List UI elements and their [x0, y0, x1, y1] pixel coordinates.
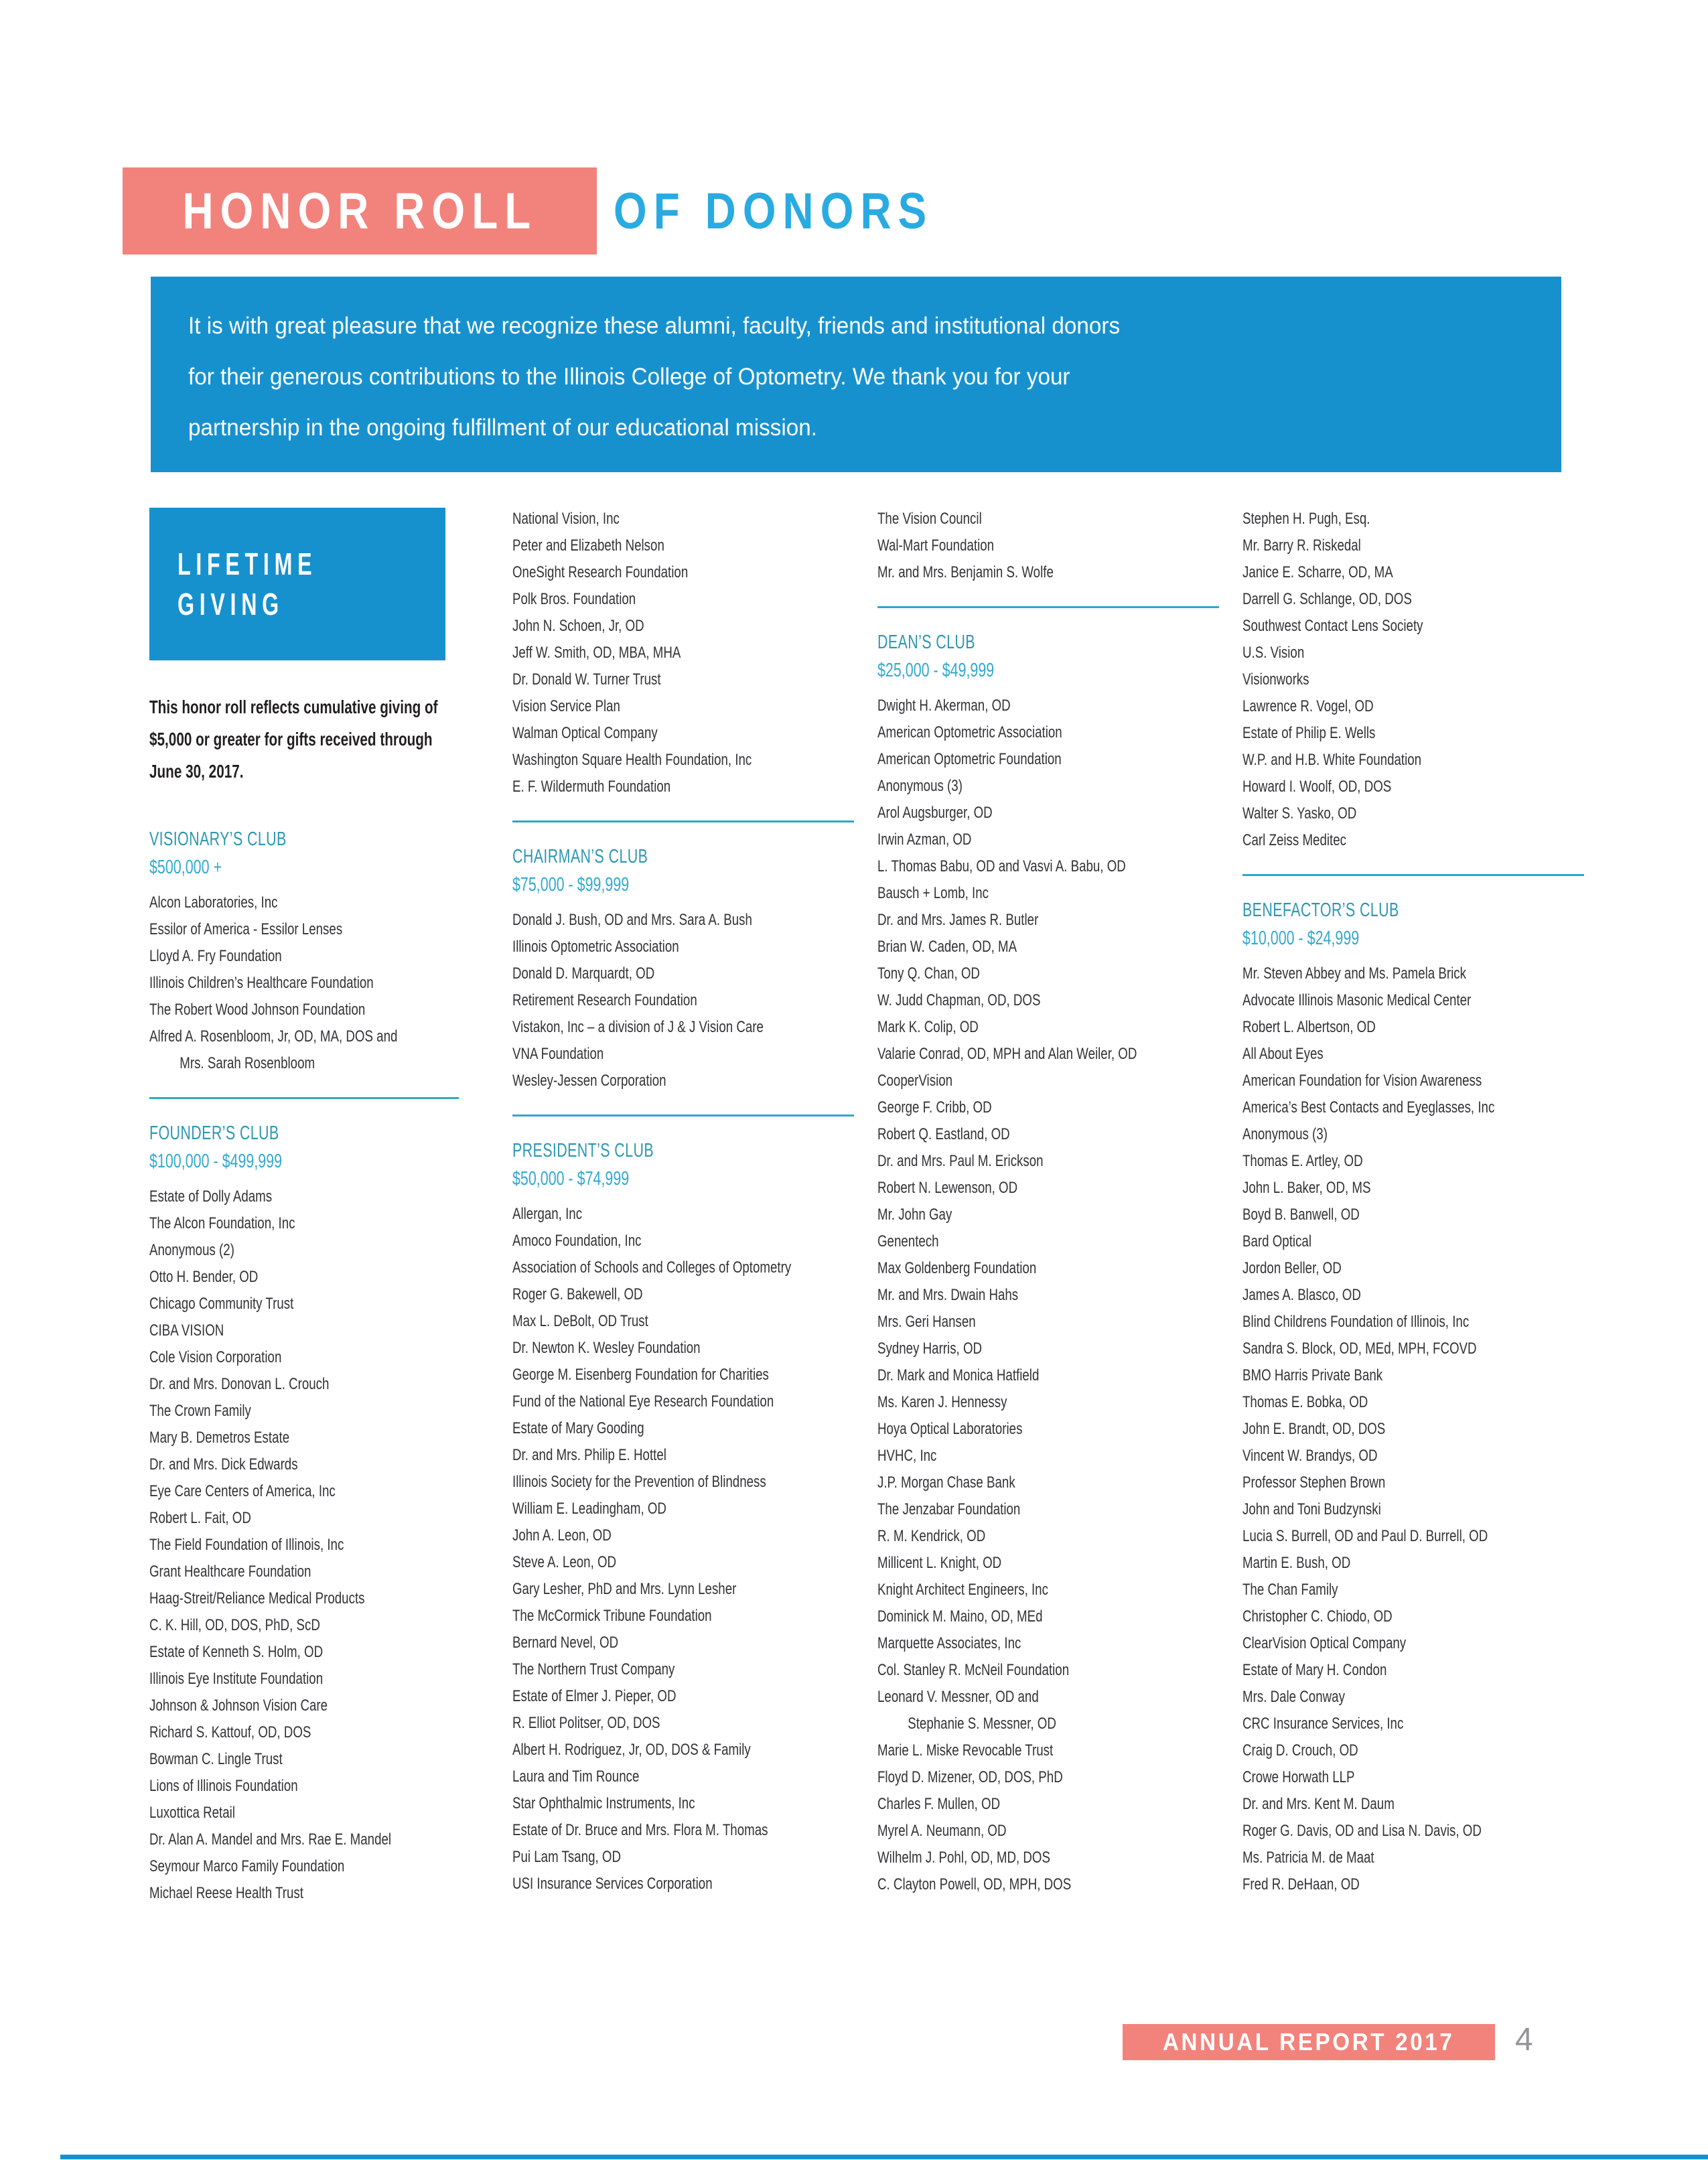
note-line: This honor roll reflects cumulative giving of: [149, 697, 438, 717]
donor-name: George F. Cribb, OD: [877, 1098, 992, 1117]
donor-name: American Optometric Association: [877, 723, 1062, 741]
club-header: [512, 843, 877, 899]
donor-list: [877, 693, 1242, 1898]
donor-name: Arol Augsburger, OD: [877, 804, 993, 822]
donor-list: [149, 889, 514, 1077]
donor-name: BMO Harris Private Bank: [1242, 1366, 1383, 1384]
club-giving-range: $10,000 - $24,999: [1242, 928, 1360, 949]
donor-name: Advocate Illinois Masonic Medical Center: [1242, 991, 1472, 1009]
donor-name: Leonard V. Messner, OD and: [877, 1688, 1039, 1706]
donor-name: Bernard Nevel, OD: [512, 1634, 619, 1652]
donor-name: Jordon Beller, OD: [1242, 1259, 1342, 1277]
club-name: VISIONARY’S CLUB: [149, 829, 287, 850]
donor-name: Sandra S. Block, OD, MEd, MPH, FCOVD: [1242, 1340, 1477, 1358]
donor-name: CIBA VISION: [149, 1321, 224, 1340]
donor-name: Howard I. Woolf, OD, DOS: [1242, 778, 1392, 796]
donor-name: National Vision, Inc: [512, 510, 620, 528]
donor-name: Walman Optical Company: [512, 724, 658, 742]
donor-name: Estate of Dr. Bruce and Mrs. Flora M. Thomas: [512, 1821, 768, 1839]
donor-name: Seymour Marco Family Foundation: [149, 1857, 345, 1875]
donor-name: Col. Stanley R. McNeil Foundation: [877, 1661, 1070, 1679]
donor-name: Walter S. Yasko, OD: [1242, 804, 1357, 822]
donor-name: The Jenzabar Foundation: [877, 1500, 1021, 1518]
lifetime-giving-title-line1: LIFETIME: [177, 547, 317, 581]
donor-name: Illinois Society for the Prevention of Blindness: [512, 1473, 766, 1491]
donor-name: Wal-Mart Foundation: [877, 536, 995, 555]
donor-name: Donald D. Marquardt, OD: [512, 964, 655, 983]
donor-name: USI Insurance Services Corporation: [512, 1875, 713, 1893]
donor-name: Dr. and Mrs. Donovan L. Crouch: [149, 1375, 330, 1393]
donor-name: Illinois Children’s Healthcare Foundation: [149, 974, 374, 992]
donor-name: Max L. DeBolt, OD Trust: [512, 1312, 648, 1330]
club-name: BENEFACTOR’S CLUB: [1242, 899, 1399, 921]
donor-name: Mr. Barry R. Riskedal: [1242, 536, 1361, 555]
donor-name: Janice E. Scharre, OD, MA: [1242, 563, 1393, 581]
donor-name: CRC Insurance Services, Inc: [1242, 1715, 1404, 1733]
donor-name: Retirement Research Foundation: [512, 991, 697, 1009]
page-title-highlight: HONOR ROLL: [182, 182, 537, 240]
donor-name: HVHC, Inc: [877, 1447, 937, 1465]
donor-name: Mrs. Sarah Rosenbloom: [180, 1054, 315, 1072]
club-giving-range: $500,000 +: [149, 857, 222, 878]
donor-name: Robert L. Fait, OD: [149, 1509, 251, 1527]
donor-name: Vision Service Plan: [512, 697, 620, 715]
donor-name: Luxottica Retail: [149, 1804, 235, 1822]
intro-line: It is with great pleasure that we recognize these alumni, faculty, friends and institutional donors: [188, 313, 1121, 339]
donor-name: Millicent L. Knight, OD: [877, 1554, 1002, 1572]
donor-name: Craig D. Crouch, OD: [1242, 1741, 1358, 1759]
donor-name: Pui Lam Tsang, OD: [512, 1848, 621, 1866]
donor-name: Roger G. Davis, OD and Lisa N. Davis, OD: [1242, 1822, 1482, 1840]
donor-name: Lawrence R. Vogel, OD: [1242, 697, 1374, 715]
donor-name: Knight Architect Engineers, Inc: [877, 1581, 1048, 1599]
donor-name: The Northern Trust Company: [512, 1660, 675, 1678]
donor-name: U.S. Vision: [1242, 644, 1305, 662]
donor-name: The Chan Family: [1242, 1581, 1338, 1599]
donor-column-3: [877, 506, 1242, 1898]
donor-name: Dr. and Mrs. Paul M. Erickson: [877, 1152, 1044, 1170]
donor-name: James A. Blasco, OD: [1242, 1286, 1361, 1304]
donor-name: Irwin Azman, OD: [877, 831, 972, 849]
donor-name: Lloyd A. Fry Foundation: [149, 947, 282, 965]
donor-name: Albert H. Rodriguez, Jr, OD, DOS & Family: [512, 1741, 751, 1759]
lifetime-giving-box: [149, 508, 445, 660]
donor-name: Professor Stephen Brown: [1242, 1473, 1386, 1492]
donor-name: The Field Foundation of Illinois, Inc: [149, 1536, 344, 1554]
donor-name: CooperVision: [877, 1072, 953, 1090]
donor-name: Robert Q. Eastland, OD: [877, 1125, 1010, 1143]
donor-name: America’s Best Contacts and Eyeglasses, Inc: [1242, 1098, 1495, 1117]
lifetime-giving-title-line2: GIVING: [177, 587, 284, 622]
donor-name: Gary Lesher, PhD and Mrs. Lynn Lesher: [512, 1580, 737, 1598]
page-title-rest-wrap: [614, 167, 994, 255]
donor-list: [1242, 506, 1608, 854]
donor-name: The Robert Wood Johnson Foundation: [149, 1001, 366, 1019]
donor-name: R. Elliot Politser, OD, DOS: [512, 1714, 660, 1732]
donor-name: C. Clayton Powell, OD, MPH, DOS: [877, 1875, 1072, 1893]
donor-list: [1242, 960, 1608, 1898]
donor-name: J.P. Morgan Chase Bank: [877, 1473, 1015, 1492]
donor-name: Tony Q. Chan, OD: [877, 964, 980, 983]
donor-name: Estate of Elmer J. Pieper, OD: [512, 1687, 677, 1705]
club-name: PRESIDENT’S CLUB: [512, 1140, 654, 1161]
donor-name: Blind Childrens Foundation of Illinois, Inc: [1242, 1313, 1470, 1331]
donor-name: Dr. and Mrs. Kent M. Daum: [1242, 1795, 1395, 1813]
donor-name: Floyd D. Mizener, OD, DOS, PhD: [877, 1768, 1063, 1786]
donor-name: Mrs. Geri Hansen: [877, 1313, 976, 1331]
donor-name: Christopher C. Chiodo, OD: [1242, 1607, 1393, 1626]
donor-name: Allergan, Inc: [512, 1205, 583, 1223]
donor-name: Polk Bros. Foundation: [512, 590, 636, 608]
club-header: [877, 628, 1242, 685]
page-title-rest: OF DONORS: [614, 182, 934, 240]
donor-list: [512, 1201, 877, 1897]
donor-name: Estate of Dolly Adams: [149, 1187, 273, 1206]
donor-name: Ms. Karen J. Hennessy: [877, 1393, 1007, 1411]
donor-name: Charles F. Mullen, OD: [877, 1795, 1001, 1813]
club-name: FOUNDER’S CLUB: [149, 1123, 279, 1144]
donor-name: George M. Eisenberg Foundation for Charities: [512, 1366, 769, 1384]
donor-name: Jeff W. Smith, OD, MBA, MHA: [512, 644, 681, 662]
donor-name: Wilhelm J. Pohl, OD, MD, DOS: [877, 1849, 1050, 1867]
donor-name: Steve A. Leon, OD: [512, 1553, 617, 1571]
club-header: [1242, 896, 1608, 952]
donor-name: Robert L. Albertson, OD: [1242, 1018, 1376, 1036]
donor-name: Lucia S. Burrell, OD and Paul D. Burrell, OD: [1242, 1527, 1488, 1545]
donor-name: Ms. Patricia M. de Maat: [1242, 1849, 1374, 1867]
donor-name: OneSight Research Foundation: [512, 563, 689, 581]
donor-name: Essilor of America - Essilor Lenses: [149, 920, 343, 938]
donor-name: Estate of Philip E. Wells: [1242, 724, 1376, 742]
donor-name: Otto H. Bender, OD: [149, 1268, 259, 1286]
donor-name: E. F. Wildermuth Foundation: [512, 778, 671, 796]
donor-name: Michael Reese Health Trust: [149, 1884, 303, 1902]
donor-name: Anonymous (3): [877, 777, 963, 795]
donor-name: Anonymous (2): [149, 1241, 234, 1259]
club-giving-range: $100,000 - $499,999: [149, 1151, 283, 1172]
donor-name: Myrel A. Neumann, OD: [877, 1822, 1007, 1840]
donor-name: John E. Brandt, OD, DOS: [1242, 1420, 1386, 1438]
club-name: DEAN’S CLUB: [877, 632, 975, 653]
donor-name: Bard Optical: [1242, 1232, 1312, 1250]
donor-name: Sydney Harris, OD: [877, 1340, 983, 1358]
donor-name: ClearVision Optical Company: [1242, 1634, 1407, 1652]
donor-name: Grant Healthcare Foundation: [149, 1563, 311, 1581]
donor-name: Mary B. Demetros Estate: [149, 1429, 290, 1447]
intro-line: partnership in the ongoing fulfillment of our educational mission.: [188, 415, 817, 441]
club-giving-range: $50,000 - $74,999: [512, 1168, 630, 1190]
donor-name: Dr. Donald W. Turner Trust: [512, 670, 661, 689]
intro-line: for their generous contributions to the Illinois College of Optometry. We thank you for your: [188, 364, 1070, 390]
section-divider: [512, 1114, 854, 1117]
donor-name: Fund of the National Eye Research Foundation: [512, 1392, 774, 1411]
donor-name: W. Judd Chapman, OD, DOS: [877, 991, 1041, 1009]
donor-name: Darrell G. Schlange, OD, DOS: [1242, 590, 1412, 608]
donor-name: Thomas E. Artley, OD: [1242, 1152, 1363, 1170]
club-header: [512, 1137, 877, 1193]
donor-name: Donald J. Bush, OD and Mrs. Sara A. Bush: [512, 911, 752, 929]
donor-name: Crowe Horwath LLP: [1242, 1768, 1355, 1786]
donor-name: Martin E. Bush, OD: [1242, 1554, 1351, 1572]
donor-name: Richard S. Kattouf, OD, DOS: [149, 1723, 311, 1741]
donor-list: [149, 1183, 514, 1907]
donor-name: Cole Vision Corporation: [149, 1348, 282, 1366]
donor-column-1: [149, 825, 514, 1907]
donor-name: Carl Zeiss Meditec: [1242, 831, 1347, 849]
donor-name: Dr. Newton K. Wesley Foundation: [512, 1339, 701, 1357]
donor-name: Dr. and Mrs. Philip E. Hottel: [512, 1446, 666, 1464]
donor-name: American Optometric Foundation: [877, 750, 1062, 768]
donor-name: John and Toni Budzynski: [1242, 1500, 1381, 1518]
donor-name: Mr. Steven Abbey and Ms. Pamela Brick: [1242, 964, 1466, 983]
donor-name: The Alcon Foundation, Inc: [149, 1214, 295, 1232]
donor-name: Estate of Kenneth S. Holm, OD: [149, 1643, 324, 1661]
intro-box: [151, 277, 1561, 472]
donor-name: Dr. and Mrs. Dick Edwards: [149, 1455, 298, 1473]
club-header: [149, 1119, 514, 1175]
donor-name: Dr. Alan A. Mandel and Mrs. Rae E. Mandel: [149, 1830, 392, 1849]
donor-name: The Vision Council: [877, 510, 982, 528]
club-giving-range: $25,000 - $49,999: [877, 660, 995, 681]
intro-text: [188, 301, 1169, 453]
donor-name: Estate of Mary Gooding: [512, 1419, 644, 1437]
donor-name: Hoya Optical Laboratories: [877, 1420, 1023, 1438]
donor-name: Stephen H. Pugh, Esq.: [1242, 510, 1370, 528]
donor-name: L. Thomas Babu, OD and Vasvi A. Babu, OD: [877, 857, 1126, 875]
donor-name: Estate of Mary H. Condon: [1242, 1661, 1387, 1679]
donor-name: Illinois Eye Institute Foundation: [149, 1670, 324, 1688]
lifetime-giving-note: [149, 691, 471, 788]
donor-name: Boyd B. Banwell, OD: [1242, 1206, 1360, 1224]
donor-name: Mark K. Colip, OD: [877, 1018, 979, 1036]
donor-name: Anonymous (3): [1242, 1125, 1328, 1143]
donor-name: Amoco Foundation, Inc: [512, 1232, 642, 1250]
donor-name: Johnson & Johnson Vision Care: [149, 1697, 328, 1715]
donor-name: Dr. Mark and Monica Hatfield: [877, 1366, 1040, 1384]
donor-name: Washington Square Health Foundation, Inc: [512, 751, 752, 769]
donor-name: Marquette Associates, Inc: [877, 1634, 1021, 1652]
donor-name: Vincent W. Brandys, OD: [1242, 1447, 1378, 1465]
donor-name: John N. Schoen, Jr, OD: [512, 617, 644, 635]
donor-name: All About Eyes: [1242, 1045, 1324, 1063]
footer-banner-label: ANNUAL REPORT 2017: [1163, 2028, 1455, 2056]
donor-name: Genentech: [877, 1232, 939, 1250]
donor-name: Vistakon, Inc – a division of J & J Vision Care: [512, 1018, 764, 1036]
donor-name: Max Goldenberg Foundation: [877, 1259, 1037, 1277]
donor-name: Southwest Contact Lens Society: [1242, 617, 1423, 635]
donor-name: Roger G. Bakewell, OD: [512, 1285, 643, 1303]
donor-name: Marie L. Miske Revocable Trust: [877, 1741, 1054, 1759]
donor-name: The Crown Family: [149, 1402, 251, 1420]
section-divider: [512, 820, 854, 822]
donor-name: Mr. John Gay: [877, 1206, 952, 1224]
section-divider: [877, 606, 1219, 608]
note-line: June 30, 2017.: [149, 761, 244, 782]
donor-name: John L. Baker, OD, MS: [1242, 1179, 1371, 1197]
donor-name: Mr. and Mrs. Benjamin S. Wolfe: [877, 563, 1054, 581]
donor-name: Eye Care Centers of America, Inc: [149, 1482, 336, 1500]
donor-name: Mr. and Mrs. Dwain Hahs: [877, 1286, 1019, 1304]
donor-name: Chicago Community Trust: [149, 1295, 294, 1313]
section-divider: [149, 1097, 459, 1099]
donor-name: John A. Leon, OD: [512, 1526, 612, 1544]
donor-name: American Foundation for Vision Awareness: [1242, 1072, 1482, 1090]
donor-column-4: [1242, 506, 1608, 1898]
donor-name: Dominick M. Maino, OD, MEd: [877, 1607, 1043, 1626]
bottom-rule: [60, 2155, 1708, 2159]
donor-list: [877, 506, 1242, 586]
section-divider: [1242, 874, 1584, 876]
donor-column-2: [512, 506, 877, 1897]
footer-banner: [1123, 2024, 1495, 2060]
donor-name: Robert N. Lewenson, OD: [877, 1179, 1018, 1197]
donor-name: Wesley-Jessen Corporation: [512, 1072, 666, 1090]
note-line: $5,000 or greater for gifts received through: [149, 729, 433, 749]
donor-name: William E. Leadingham, OD: [512, 1500, 666, 1518]
donor-name: Dr. and Mrs. James R. Butler: [877, 911, 1039, 929]
donor-list: [512, 506, 877, 800]
donor-name: Visionworks: [1242, 670, 1309, 689]
donor-name: R. M. Kendrick, OD: [877, 1527, 986, 1545]
club-giving-range: $75,000 - $99,999: [512, 874, 630, 895]
donor-name: Haag-Streit/Reliance Medical Products: [149, 1589, 365, 1607]
donor-name: Brian W. Caden, OD, MA: [877, 938, 1017, 956]
donor-name: The McCormick Tribune Foundation: [512, 1607, 712, 1625]
donor-name: Bausch + Lomb, Inc: [877, 884, 989, 902]
donor-name: Star Ophthalmic Instruments, Inc: [512, 1794, 695, 1812]
title-highlight-box: [123, 167, 597, 255]
donor-name: Thomas E. Bobka, OD: [1242, 1393, 1368, 1411]
donor-list: [512, 907, 877, 1094]
donor-name: Illinois Optometric Association: [512, 938, 679, 956]
donor-name: W.P. and H.B. White Foundation: [1242, 751, 1422, 769]
donor-name: Laura and Tim Rounce: [512, 1768, 640, 1786]
page-number: 4: [1515, 2022, 1533, 2058]
donor-name: Stephanie S. Messner, OD: [908, 1715, 1056, 1733]
donor-name: Association of Schools and Colleges of Optometry: [512, 1258, 792, 1277]
donor-name: VNA Foundation: [512, 1045, 604, 1063]
club-name: CHAIRMAN’S CLUB: [512, 846, 648, 867]
donor-name: Peter and Elizabeth Nelson: [512, 536, 664, 555]
donor-name: Lions of Illinois Foundation: [149, 1777, 298, 1795]
donor-name: Fred R. DeHaan, OD: [1242, 1875, 1360, 1893]
donor-name: C. K. Hill, OD, DOS, PhD, ScD: [149, 1616, 320, 1634]
donor-name: Valarie Conrad, OD, MPH and Alan Weiler, OD: [877, 1045, 1137, 1063]
donor-name: Alfred A. Rosenbloom, Jr, OD, MA, DOS and: [149, 1027, 398, 1046]
club-header: [149, 825, 514, 881]
donor-name: Dwight H. Akerman, OD: [877, 697, 1011, 715]
donor-name: Bowman C. Lingle Trust: [149, 1750, 283, 1768]
donor-name: Mrs. Dale Conway: [1242, 1688, 1345, 1706]
donor-name: Alcon Laboratories, Inc: [149, 893, 278, 912]
